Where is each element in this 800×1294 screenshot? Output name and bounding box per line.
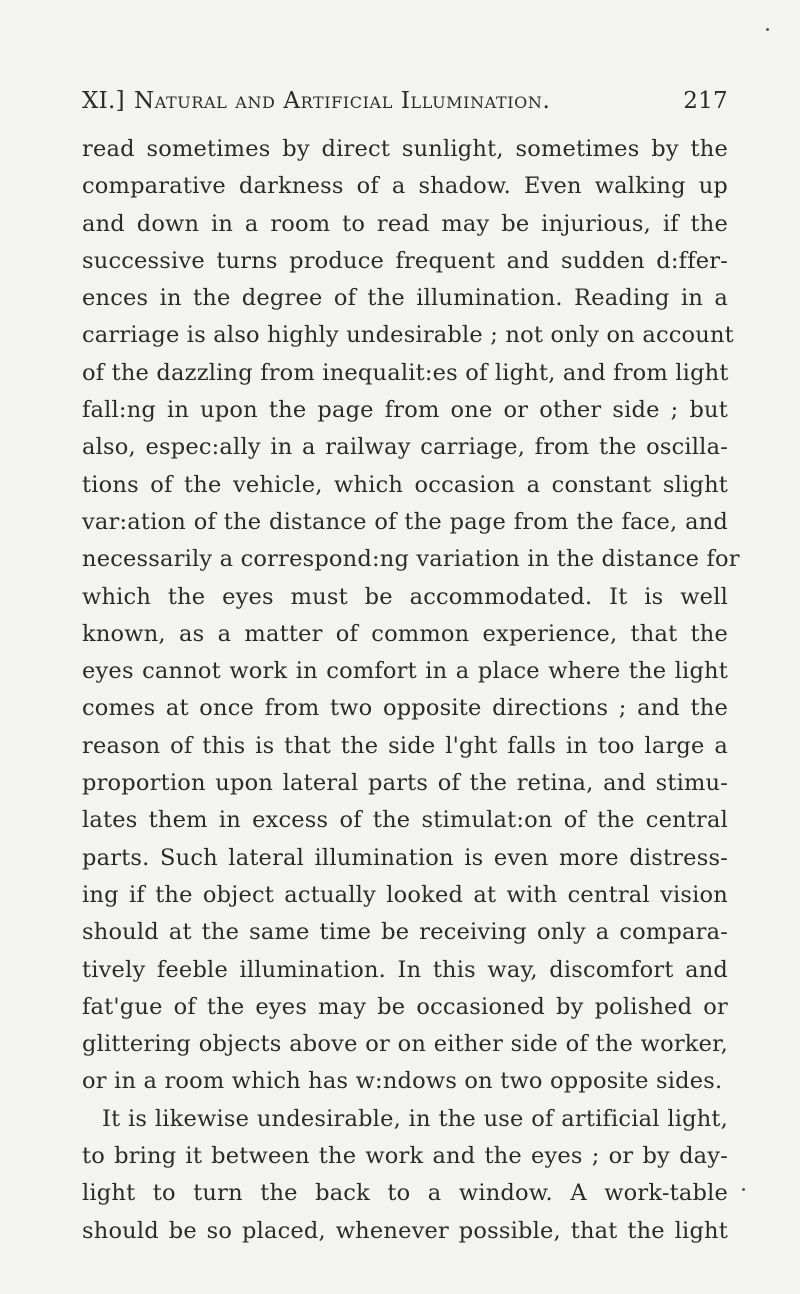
text-line: to bring it between the work and the eyes ; or by day- [82, 1143, 728, 1170]
text-line: eyes cannot work in comfort in a place where the light [82, 658, 728, 685]
text-line: read sometimes by direct sunlight, sometimes by the [82, 136, 728, 162]
text-line: fat'gue of the eyes may be occasioned by polished or [82, 993, 728, 1020]
text-line: ing if the object actually looked at with central vision [82, 881, 728, 908]
print-speck [742, 1188, 745, 1191]
running-title: Natural and Artificial Illumination. [134, 88, 551, 114]
text-line: of the dazzling from inequalit:es of light, and from light [82, 359, 729, 386]
text-line: carriage is also highly undesirable ; not only on account [82, 322, 734, 349]
text-line: comes at once from two opposite directions ; and the [82, 695, 728, 722]
text-line: known, as a matter of common experience, that the [82, 620, 728, 647]
text-line: ences in the degree of the illumination. Reading in a [82, 285, 728, 312]
text-line: successive turns produce frequent and sudden d:ffer- [82, 247, 728, 274]
text-line: tions of the vehicle, which occasion a constant slight [82, 471, 728, 498]
text-line: light to turn the back to a window. A work-table [82, 1180, 728, 1207]
text-line: glittering objects above or on either side of the worker, [82, 1031, 728, 1058]
text-line: comparative darkness of a shadow. Even walking up [82, 173, 728, 200]
text-line: reason of this is that the side l'ght falls in too large a [82, 732, 728, 759]
page-number: 217 [683, 88, 728, 114]
text-line: should be so placed, whenever possible, that the light [82, 1217, 728, 1244]
text-line: fall:ng in upon the page from one or other side ; but [82, 397, 728, 424]
paragraph-first-line: It is likewise undesirable, in the use of artificial light, [102, 1105, 728, 1132]
chapter-number: XI.] [82, 88, 125, 114]
text-line: necessarily a correspond:ng variation in the distance for [82, 546, 740, 573]
text-line: or in a room which has w:ndows on two opposite sides. [82, 1068, 723, 1095]
body-text [82, 131, 740, 1250]
text-line: var:ation of the distance of the page from the face, and [82, 508, 728, 535]
text-line: which the eyes must be accommodated. It is well [82, 583, 728, 610]
text-line: lates them in excess of the stimulat:on of the central [82, 807, 728, 834]
text-line: parts. Such lateral illumination is even more distress- [82, 844, 728, 871]
text-line: tively feeble illumination. In this way, discomfort and [82, 956, 728, 983]
text-line: also, espec:ally in a railway carriage, from the oscilla- [82, 434, 728, 461]
text-line: and down in a room to read may be injurious, if the [82, 210, 728, 237]
text-line: proportion upon lateral parts of the retina, and stimu- [82, 770, 728, 797]
text-line: should at the same time be receiving only a compara- [82, 919, 728, 946]
print-speck [766, 28, 769, 31]
